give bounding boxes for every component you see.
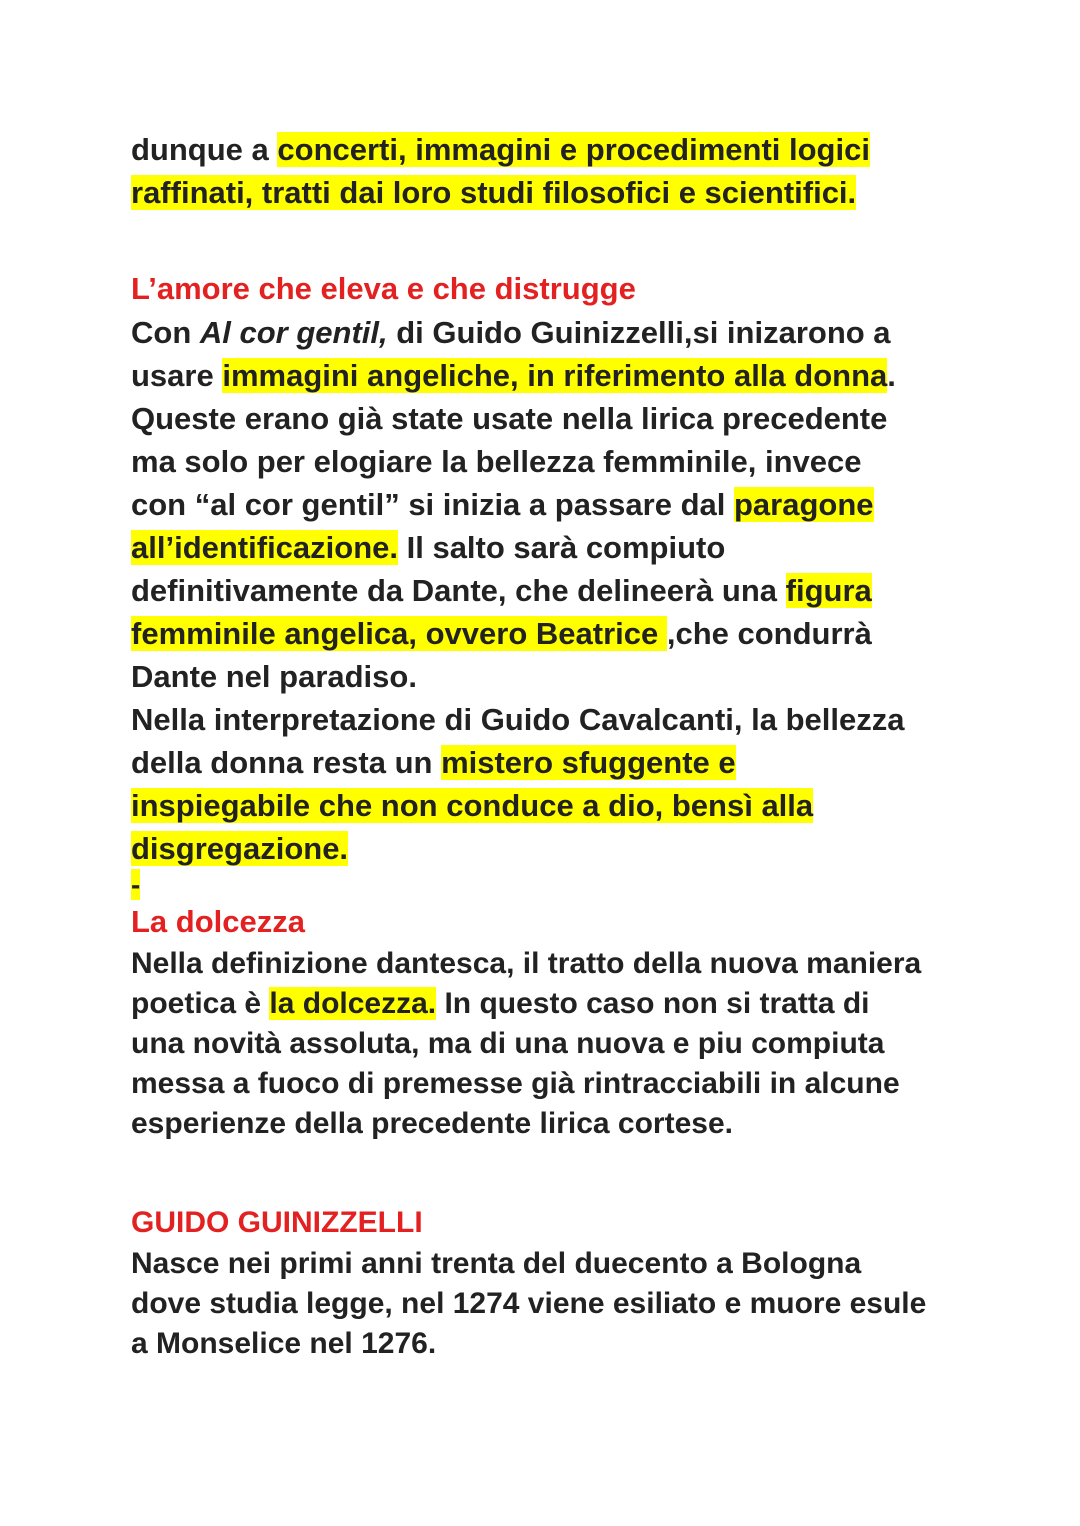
- text-line: [131, 526, 1011, 569]
- highlighted-text: all’identificazione.: [131, 530, 398, 565]
- text-span: dunque a: [131, 132, 278, 167]
- highlighted-text: mistero sfuggente e: [441, 745, 736, 780]
- highlighted-text: inspiegabile che non conduce a dio, bensì alla: [131, 788, 814, 823]
- text-line: [131, 612, 1011, 655]
- section-heading: La dolcezza: [131, 904, 305, 939]
- text-line: a Monselice nel 1276.: [131, 1327, 437, 1360]
- text-span: usare: [131, 358, 223, 393]
- highlighted-text: immagini angeliche, in riferimento alla donna: [222, 358, 888, 393]
- text-line: una novità assoluta, ma di una nuova e piu compiuta: [131, 1027, 885, 1060]
- section-dolcezza: [131, 900, 1011, 1144]
- text-span: In questo caso non si tratta di: [436, 987, 870, 1020]
- section-guinizzelli: [131, 1202, 1011, 1364]
- text-span: della donna resta un: [131, 745, 442, 780]
- section-heading: GUIDO GUINIZZELLI: [131, 1206, 423, 1239]
- text-line: [131, 311, 1011, 354]
- text-span: poetica è: [131, 987, 270, 1020]
- text-span: ,che condurrà: [666, 616, 872, 651]
- highlighted-text: raffinati, tratti dai loro studi filosofici e scientifici.: [131, 175, 857, 210]
- text-span: con “al cor gentil” si inizia a passare dal: [131, 487, 734, 522]
- text-line: Nasce nei primi anni trenta del duecento a Bologna: [131, 1247, 862, 1280]
- text-line: [131, 354, 1011, 397]
- text-line: [131, 827, 1011, 870]
- highlighted-text: la dolcezza.: [269, 987, 437, 1020]
- section-amore: [131, 267, 1011, 900]
- section-heading: L’amore che eleva e che distrugge: [131, 271, 636, 306]
- text-line: [131, 870, 1011, 900]
- text-line: Nella definizione dantesca, il tratto della nuova maniera: [131, 947, 922, 980]
- highlighted-text: disgregazione.: [131, 831, 349, 866]
- text-line: [131, 784, 1011, 827]
- text-line: [131, 171, 1011, 214]
- text-line: ma solo per elogiare la bellezza femminile, invece: [131, 444, 862, 479]
- text-line: Nella interpretazione di Guido Cavalcanti, la bellezza: [131, 702, 905, 737]
- text-line: Queste erano già state usate nella lirica precedente: [131, 401, 888, 436]
- highlighted-text: femminile angelica, ovvero Beatrice: [131, 616, 667, 651]
- text-span: .: [887, 358, 896, 393]
- spacer: [131, 214, 1011, 267]
- highlighted-text: concerti, immagini e procedimenti logici: [277, 132, 870, 167]
- text-line: [131, 128, 1011, 171]
- text-line: esperienze della precedente lirica cortese.: [131, 1107, 733, 1140]
- text-span: Il salto sarà compiuto: [398, 530, 726, 565]
- document-page: [131, 128, 1011, 1364]
- text-line: dove studia legge, nel 1274 viene esiliato e muore esule: [131, 1287, 927, 1320]
- text-span: definitivamente da Dante, che delineerà una: [131, 573, 786, 608]
- highlighted-dash: -: [131, 869, 141, 900]
- highlighted-text: figura: [785, 573, 872, 608]
- text-span: Con: [131, 315, 200, 350]
- text-line: Dante nel paradiso.: [131, 659, 417, 694]
- text-line: [131, 741, 1011, 784]
- text-span: di Guido Guinizzelli,si inizarono a: [387, 315, 891, 350]
- italic-title: Al cor gentil,: [199, 315, 388, 350]
- text-line: [131, 483, 1011, 526]
- spacer: [131, 1144, 1011, 1202]
- text-line: [131, 984, 1011, 1024]
- text-line: messa a fuoco di premesse già rintracciabili in alcune: [131, 1067, 900, 1100]
- intro-paragraph: [131, 128, 1011, 214]
- highlighted-text: paragone: [734, 487, 874, 522]
- text-line: [131, 569, 1011, 612]
